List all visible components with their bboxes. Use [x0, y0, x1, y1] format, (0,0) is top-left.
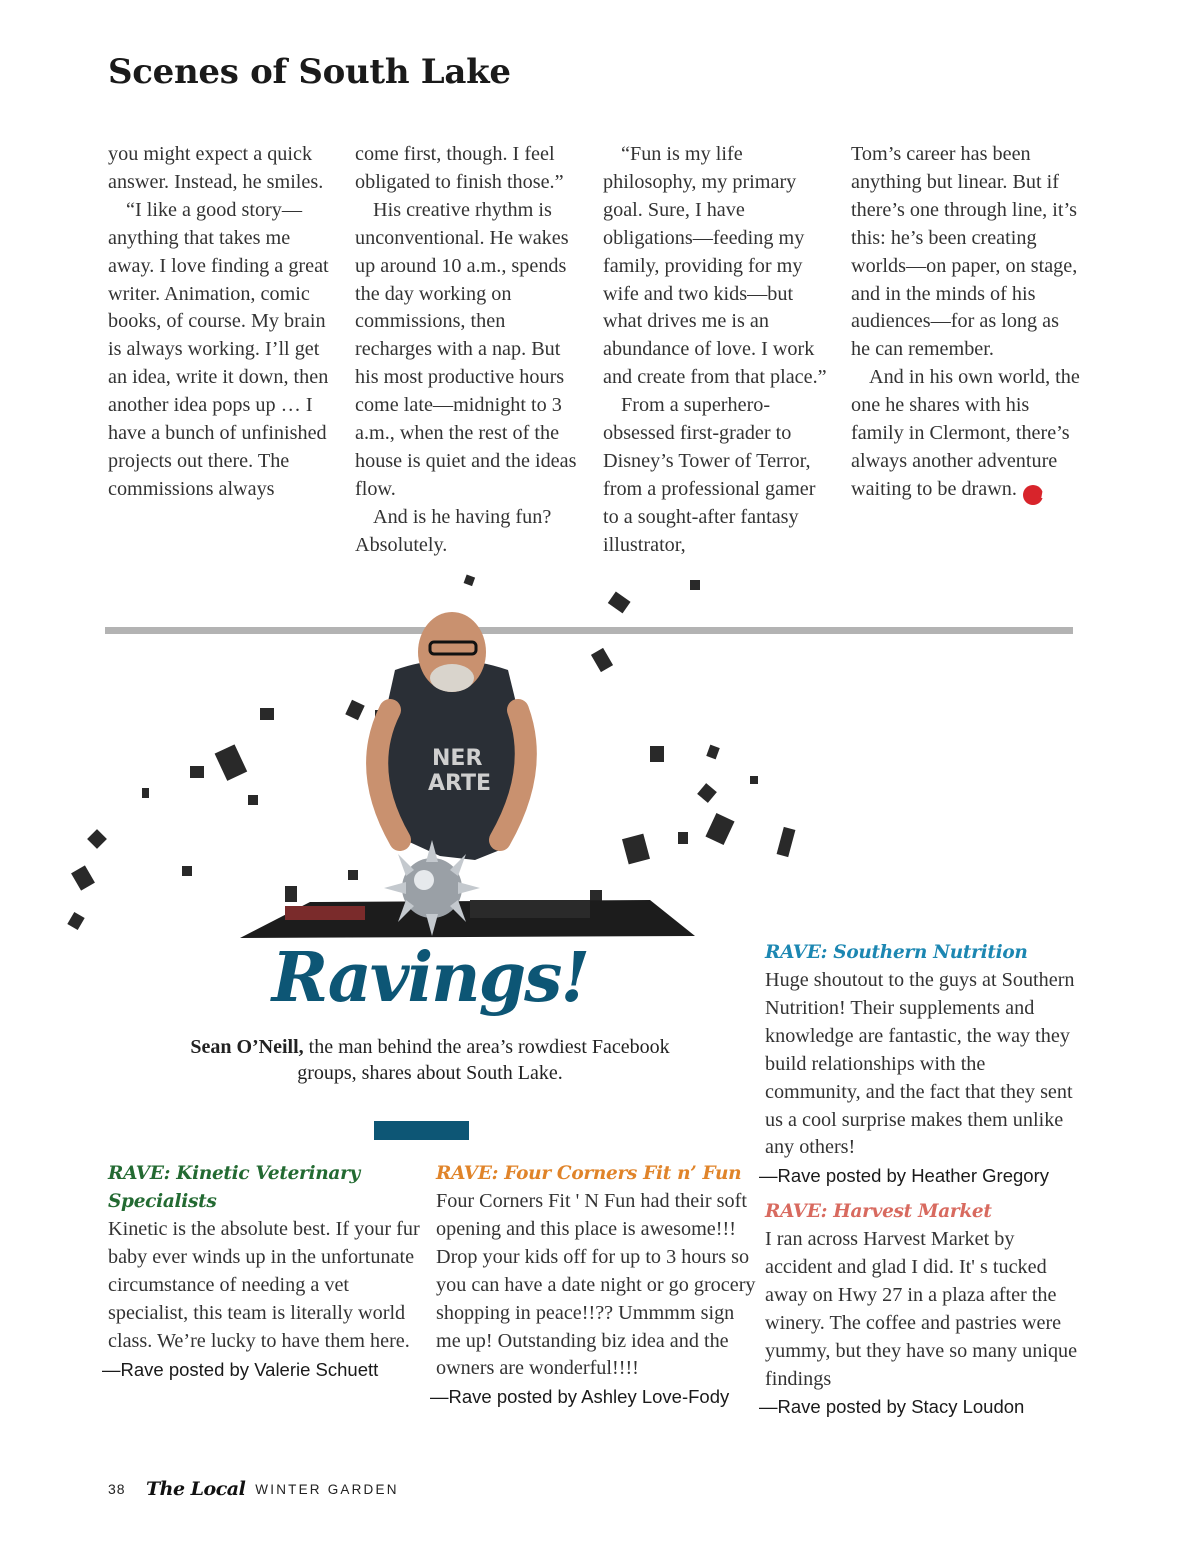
paragraph: you might expect a quick answer. Instead, he smiles. [108, 143, 324, 193]
page-number: 38 [108, 1481, 126, 1497]
rave-heading: RAVE: Harvest Market [765, 1201, 992, 1222]
rave-heading: RAVE: Kinetic Veterinary Specialists [108, 1163, 360, 1212]
end-mark-icon: L [1023, 485, 1043, 505]
intro-text: the man behind the area’s rowdiest Facebook groups, shares about South Lake. [297, 1036, 670, 1084]
svg-text:ARTE: ARTE [428, 771, 492, 796]
rave-heading: RAVE: Four Corners Fit n’ Fun [436, 1163, 742, 1184]
rave-kinetic-veterinary [102, 1160, 428, 1384]
page-footer [108, 1476, 399, 1502]
article-column-4 [851, 141, 1081, 505]
rave-signature: —Rave posted by Heather Gregory [759, 1165, 1049, 1187]
rave-southern-nutrition [759, 939, 1085, 1190]
rave-body: Kinetic is the absolute best. If your fur baby ever winds up in the unfortunate circumstance of needing a vet specialist, this team is literally world class. We’re lucky to have them here. [108, 1218, 420, 1352]
rave-body: I ran across Harvest Market by accident and glad I did. It' s tucked away on Hwy 27 in a plaza after the winery. The coffee and pastries were yummy, but they have so many unique findings [765, 1228, 1078, 1390]
rave-harvest-market [759, 1198, 1085, 1421]
rave-signature: —Rave posted by Stacy Loudon [759, 1396, 1025, 1418]
paragraph: “Fun is my life philosophy, my primary goal. Sure, I have obligations—feeding my family, providing for my wife and two kids—but what drives me is an abundance of love. I work and create from that place.” [603, 143, 827, 389]
rave-four-corners [430, 1160, 756, 1411]
paragraph: Tom’s career has been anything but linear. But if there’s one through line, it’s this: he’s been creating worlds—on paper, on stage, and in the minds of his audiences—for as long as he can remember. [851, 143, 1078, 361]
intro-name: Sean O’Neill, [190, 1036, 304, 1058]
article-column-2 [355, 141, 585, 560]
magazine-edition: WINTER GARDEN [255, 1481, 399, 1497]
rave-signature: —Rave posted by Valerie Schuett [102, 1358, 379, 1380]
accent-bar [374, 1121, 469, 1140]
paragraph: “I like a good story—anything that takes me away. I love finding a great writer. Animation, comic books, of course. My brain is always working. I’ll get an idea, write it down, then another idea pops up … I have a bunch of unfinished projects out there. The commissions always [108, 198, 329, 500]
photo-man-exploding-lego [30, 570, 810, 950]
paragraph: From a superhero-obsessed first-grader to Disney’s Tower of Terror, from a professional gamer to a sought-after fantasy illustrator, [603, 394, 816, 556]
rave-signature: —Rave posted by Ashley Love-Fody [430, 1386, 730, 1408]
paragraph [851, 364, 1081, 505]
paragraph-text: And in his own world, the one he shares with his family in Clermont, there’s always another adventure waiting to be drawn. [851, 366, 1080, 500]
magazine-name: The Local [146, 1478, 246, 1500]
article-column-3 [603, 141, 833, 560]
paragraph: come first, though. I feel obligated to finish those.” [355, 143, 564, 193]
rave-body: Four Corners Fit ' N Fun had their soft opening and this place is awesome!!! Drop your kids off for up to 3 hours so you can have a date night or go grocery shopping in peace!!?? Ummmm sign me up! Outstanding biz idea and the owners are wonderful!!!! [436, 1190, 756, 1380]
section-title: Scenes of South Lake [108, 52, 511, 92]
rave-heading: RAVE: Southern Nutrition [765, 942, 1028, 963]
ravings-title: Ravings! [271, 938, 589, 1018]
article-column-1 [108, 141, 338, 504]
rave-body: Huge shoutout to the guys at Southern Nutrition! Their supplements and knowledge are fantastic, the way they build relationships with the community, and the fact that they sent us a cool surprise makes them unlike any others! [765, 969, 1075, 1159]
ravings-intro [190, 1034, 670, 1086]
svg-text:NER: NER [432, 746, 483, 771]
paragraph: And is he having fun? Absolutely. [355, 505, 552, 556]
paragraph: His creative rhythm is unconventional. He wakes up around 10 a.m., spends the day working on commissions, then recharges with a nap. But his most productive hours come late—midnight to 3 a.m., when the rest of the house is quiet and the ideas flow. [355, 198, 577, 500]
